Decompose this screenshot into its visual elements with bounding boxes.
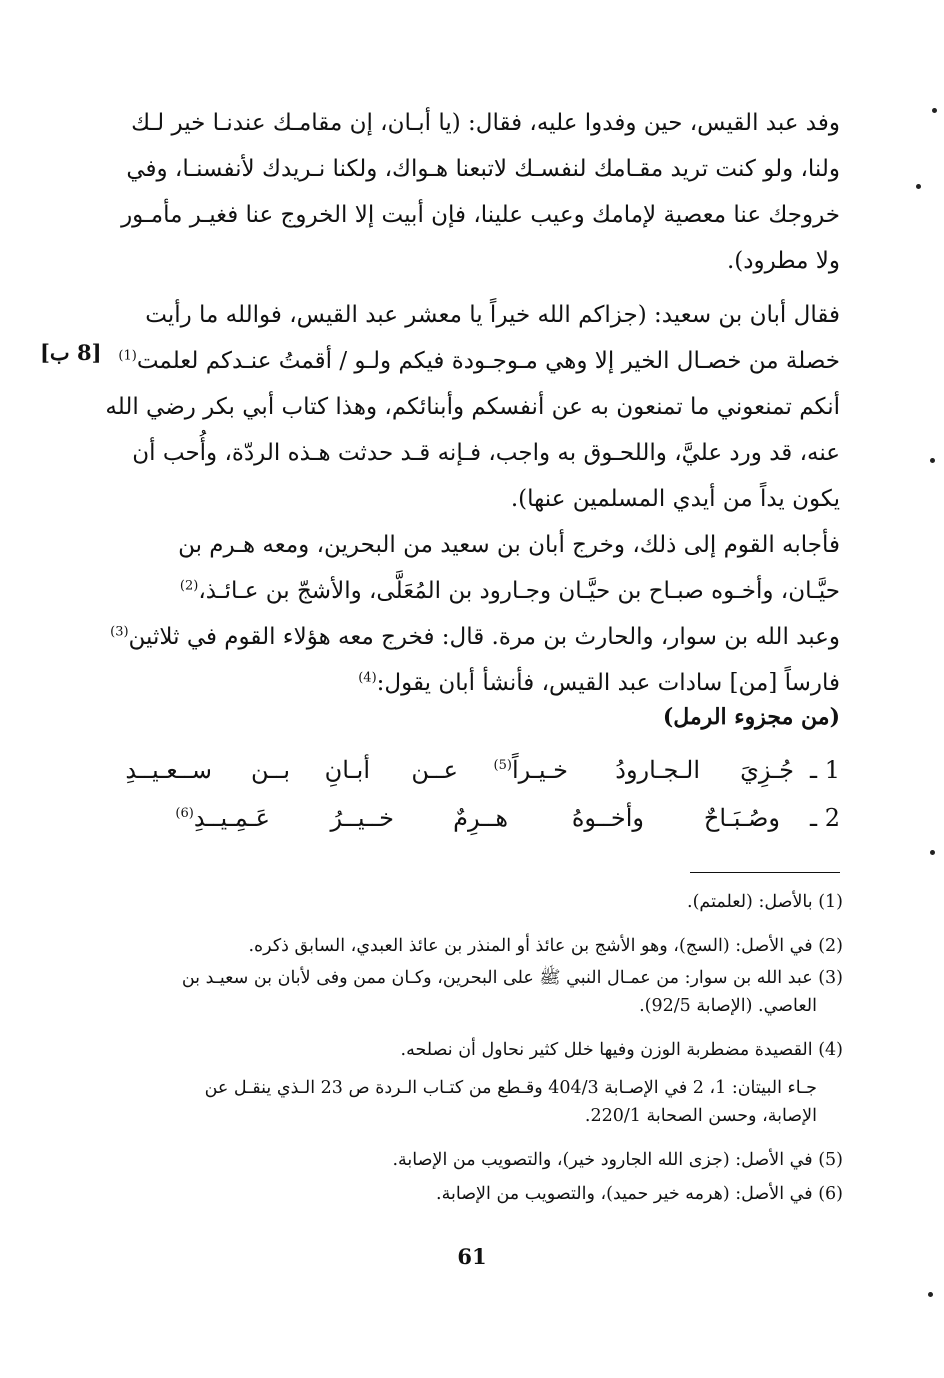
footnote-line: الإصابة، وحسن الصحابة 220/1. [584,1106,817,1126]
footnote-line: (4) القصيدة مضطربة الوزن وفيها خلل كثير نحاول أن نصلحه. [400,1040,843,1060]
verse-word: جُـزِيَ [740,756,794,784]
paragraph-line: ولا مطرود). [726,248,840,274]
footnote-line: العاصي. (الإصابة 92/5). [639,996,817,1016]
verse-word-text: خـيـراً [511,756,568,784]
footnote-line: (3) عبد الله بن سوار: من عمـال النبي ﷺ على البحرين، وكـان ممن وفى لأبان بن سعيـد بن [181,968,843,988]
paragraph-line: عنه، قد ورد عليَّ، واللحـوق به واجب، فـإنه قـد حدثت هـذه الردّة، وأُحب أن [132,440,840,466]
paragraph-line: أنكم تمنعوني ما تمنعون به عن أنفسكم وأبنائكم، وهذا كتاب أبي بكر رضي الله [105,394,840,420]
footnote-line: (6) في الأصل: (هرمه خير حميد)، والتصويب من الإصابة. [436,1184,843,1204]
verse-word [175,804,270,832]
verse-word: هــرِمٌ [453,804,508,832]
verse-word: وصُـبَـاحٌ [703,804,780,832]
footnote-line: (2) في الأصل: (السج)، وهو الأشج بن عائذ أو المنذر بن عائذ العبدي، السابق ذكره. [248,936,843,956]
footnote-5 [115,1146,843,1174]
scan-speck [930,458,935,463]
paragraph-line-text: وعبد الله بن سوار، والحارث بن مرة. قال: فخرج معه هؤلاء القوم في ثلاثين [128,624,840,650]
folio-marker: [8 ب] [40,340,102,365]
paragraph-line-text: حيَّـان، وأخـوه صبـاح بن حيَّـان وجـارود بن المُعَلَّى، والأشجّ بن عـائـذ، [198,578,840,604]
footnote-ref: (1) [118,348,137,364]
footnote-line: جـاء البيتان: 1، 2 في الإصـابة 404/3 وقـطع من كتـاب الـردة ص 23 الـذي ينقـل عن [204,1078,817,1098]
footnote-4-continued [115,1074,843,1130]
meter-label: (من مجزوء الرمل) [662,704,840,730]
scan-speck [916,184,921,189]
footnote-ref: (4) [358,670,377,686]
paragraph-line [115,660,840,706]
footnote-line: (1) بالأصل: (لعلمتم). [687,892,843,912]
paragraph-line: ولنا، ولو كنت تريد مقـامك لنفسـك لاتبعنا هـواك، ولكنا نـريدك لأنفسنـا، وفي [126,156,840,182]
verse-number: 2 ـ [810,804,840,832]
verse-word: خــيــرُ [330,804,394,832]
paragraph-line: خروجك عنا معصية لإمامك وعيب علينا، فإن أبيت إلا الخروج عنا فغيـر مأمـور [121,202,840,228]
verse-word: عــن [411,756,458,784]
verse-word: وأخــوهُ [571,804,644,832]
footnote-separator [690,872,840,873]
scan-speck [930,850,935,855]
footnote-2 [115,932,843,960]
paragraph-1 [115,100,840,284]
footnote-6 [115,1180,843,1208]
verse-word-text: عَـمِـيــدِ [193,804,270,832]
verse-word: ســعـيــدِ [125,756,212,784]
verse-word: بــن [250,756,290,784]
scan-speck [932,108,937,113]
verse-number: 1 ـ [810,756,840,784]
footnote-ref: (2) [179,578,199,594]
paragraph-line: فأجابه القوم إلى ذلك، وخرج أبان بن سعيد من البحرين، ومعه هـرم بن [178,532,840,558]
footnote-ref: (5) [493,758,512,773]
page-number: 61 [457,1244,487,1269]
verse-word: الـجـارودُ [615,756,700,784]
paragraph-line-text: فارساً [من] سادات عبد القيس، فأنشأ أبان يقول: [376,670,840,696]
paragraph-2 [105,292,840,522]
paragraph-3 [110,522,840,706]
footnote-line: (5) في الأصل: (جزى الله الجارود خير)، والتصويب من الإصابة. [392,1150,843,1170]
footnote-1 [115,888,843,916]
paragraph-line [110,614,840,660]
verse-word: أبـانِ [324,756,370,784]
paragraph-line: فقال أبان بن سعيد: (جزاكم الله خيراً يا معشر عبد القيس، فوالله ما رأيت [145,302,840,328]
paragraph-line-text: خصلة من خصـال الخير إلا وهي مـوجـودة فيكم ولـو / أقمتُ عنـدكم لعلمت [136,348,840,374]
paragraph-line: يكون يداً من أيدي المسلمين عنها). [510,486,840,512]
verse-word [494,756,569,784]
footnote-3 [115,964,843,1020]
paragraph-line [115,568,840,614]
paragraph-line [115,338,840,384]
verse-2 [115,804,840,844]
footnote-ref: (3) [110,624,129,640]
paragraph-line: وفد عبد القيس، حين وفدوا عليه، فقال: (يا أبـان، إن مقامـك عندنـا خير لـك [131,110,840,136]
footnote-ref: (6) [175,806,194,821]
footnote-4 [115,1036,843,1064]
scan-speck [928,1292,933,1297]
verse-1 [115,756,840,796]
